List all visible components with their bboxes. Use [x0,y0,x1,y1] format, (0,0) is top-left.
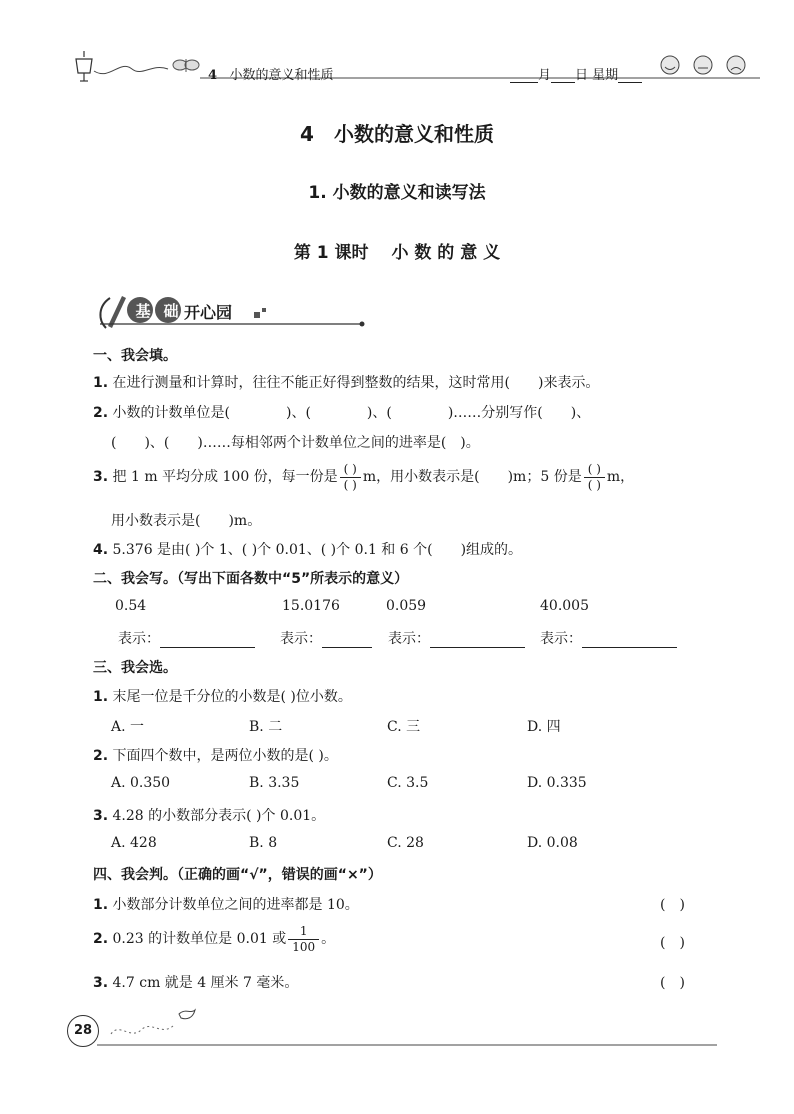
judge-q1: 1. 小数部分计数单位之间的进率都是 10。 [93,897,359,913]
bird-icon [179,1010,195,1019]
choose-option[interactable]: B. 8 [249,835,278,851]
header-date [510,64,642,83]
choose-option[interactable]: A. 一 [111,719,145,735]
header-chapter-num: 4 [208,68,218,83]
fill-q2-line2: ( )、( )……每相邻两个计数单位之间的进率是( )。 [111,435,480,451]
header-month: 月 [538,68,552,83]
fill-q3-line1: 3. 把 1 m 平均分成 100 份，每一份是 $\frac{( )}{( )}$ m，用小数表示是( )m；5 份是 $\frac{( )}{( )}$ m， [93,461,635,492]
write-number: 40.005 [540,598,589,614]
fill-q4: 4. 5.376 是由( )个 1、( )个 0.01、( )个 0.1 和 6 个( )组成的。 [93,542,523,558]
choose-option[interactable]: B. 3.35 [249,775,300,791]
lamp-icon [76,51,92,81]
fill-q3-line2: 用小数表示是( )m。 [111,513,262,529]
choose-option[interactable]: B. 二 [249,719,283,735]
section-fill-heading: 一、我会填。 [93,348,177,364]
write-number: 0.54 [115,598,147,614]
footer-decoration [97,1000,727,1050]
section-write-heading: 二、我会写。（写出下面各数中“5”所表示的意义） [93,571,409,587]
answer-line[interactable] [322,633,372,648]
header-day: 日 [575,68,589,83]
write-number: 0.059 [386,598,427,614]
write-answer: 表示： [388,628,525,648]
header-chapter-title: 小数的意义和性质 [229,68,334,83]
choose-option[interactable]: C. 28 [387,835,424,851]
section-choose-heading: 三、我会选。 [93,660,177,676]
choose-option[interactable]: D. 0.08 [527,835,578,851]
choose-option[interactable]: D. 0.335 [527,775,587,791]
choose-q3: 3. 4.28 的小数部分表示( )个 0.01。 [93,808,326,824]
judge-answer-paren[interactable]: ( ) [660,897,685,913]
answer-line[interactable] [160,633,255,648]
page-number: 28 [67,1015,99,1047]
choose-q1: 1. 末尾一位是千分位的小数是( )位小数。 [93,689,352,705]
lesson-title: 第 1 课时 小 数 的 意 义 [293,243,501,263]
brush-icon [100,296,126,328]
choose-option[interactable]: A. 0.350 [111,775,171,791]
fill-q1: 1. 在进行测量和计算时，往往不能正好得到整数的结果，这时常用( )来表示。 [93,375,600,391]
judge-q2: 2. 0.23 的计数单位是 0.01 或 $\frac{1}{100}$ 。 [93,923,336,954]
section-title: 1. 小数的意义和读写法 [308,183,486,203]
choose-option[interactable]: C. 三 [387,719,421,735]
sad-face-icon [727,56,745,74]
choose-q2: 2. 下面四个数中，是两位小数的是( )。 [93,748,338,764]
chapter-title: 4 小数的意义和性质 [300,122,494,146]
smiley-face-icon [661,56,679,74]
section-judge-heading: 四、我会判。（正确的画“√”，错误的画“×”） [93,867,382,883]
choose-option[interactable]: C. 3.5 [387,775,429,791]
banner-rest: 开心园 [184,303,233,322]
choose-option[interactable]: D. 四 [527,719,561,735]
banner-char-2: 础 [163,302,179,320]
fraction-1-100: $\frac{1}{100}$ [288,924,319,955]
fraction-blank: $\frac{( )}{( )}$ [340,462,361,493]
banner-char-1: 基 [135,302,151,320]
judge-answer-paren[interactable]: ( ) [660,935,685,951]
write-number: 15.0176 [282,598,340,614]
write-answer: 表示： [540,628,677,648]
header-chapter [208,64,333,83]
judge-answer-paren[interactable]: ( ) [660,975,685,991]
butterfly-icon [173,59,199,72]
judge-q3: 3. 4.7 cm 就是 4 厘米 7 毫米。 [93,975,299,991]
header-decoration [60,45,760,90]
answer-line[interactable] [582,633,677,648]
write-answer: 表示： [118,628,255,648]
fraction-blank: $\frac{( )}{( )}$ [584,462,605,493]
answer-line[interactable] [430,633,525,648]
choose-option[interactable]: A. 428 [111,835,157,851]
write-answer: 表示： [280,628,372,648]
fill-q2-line1: 2. 小数的计数单位是( )、( )、( )……分别写作( )、 [93,405,591,421]
header-week: 星期 [592,68,619,83]
